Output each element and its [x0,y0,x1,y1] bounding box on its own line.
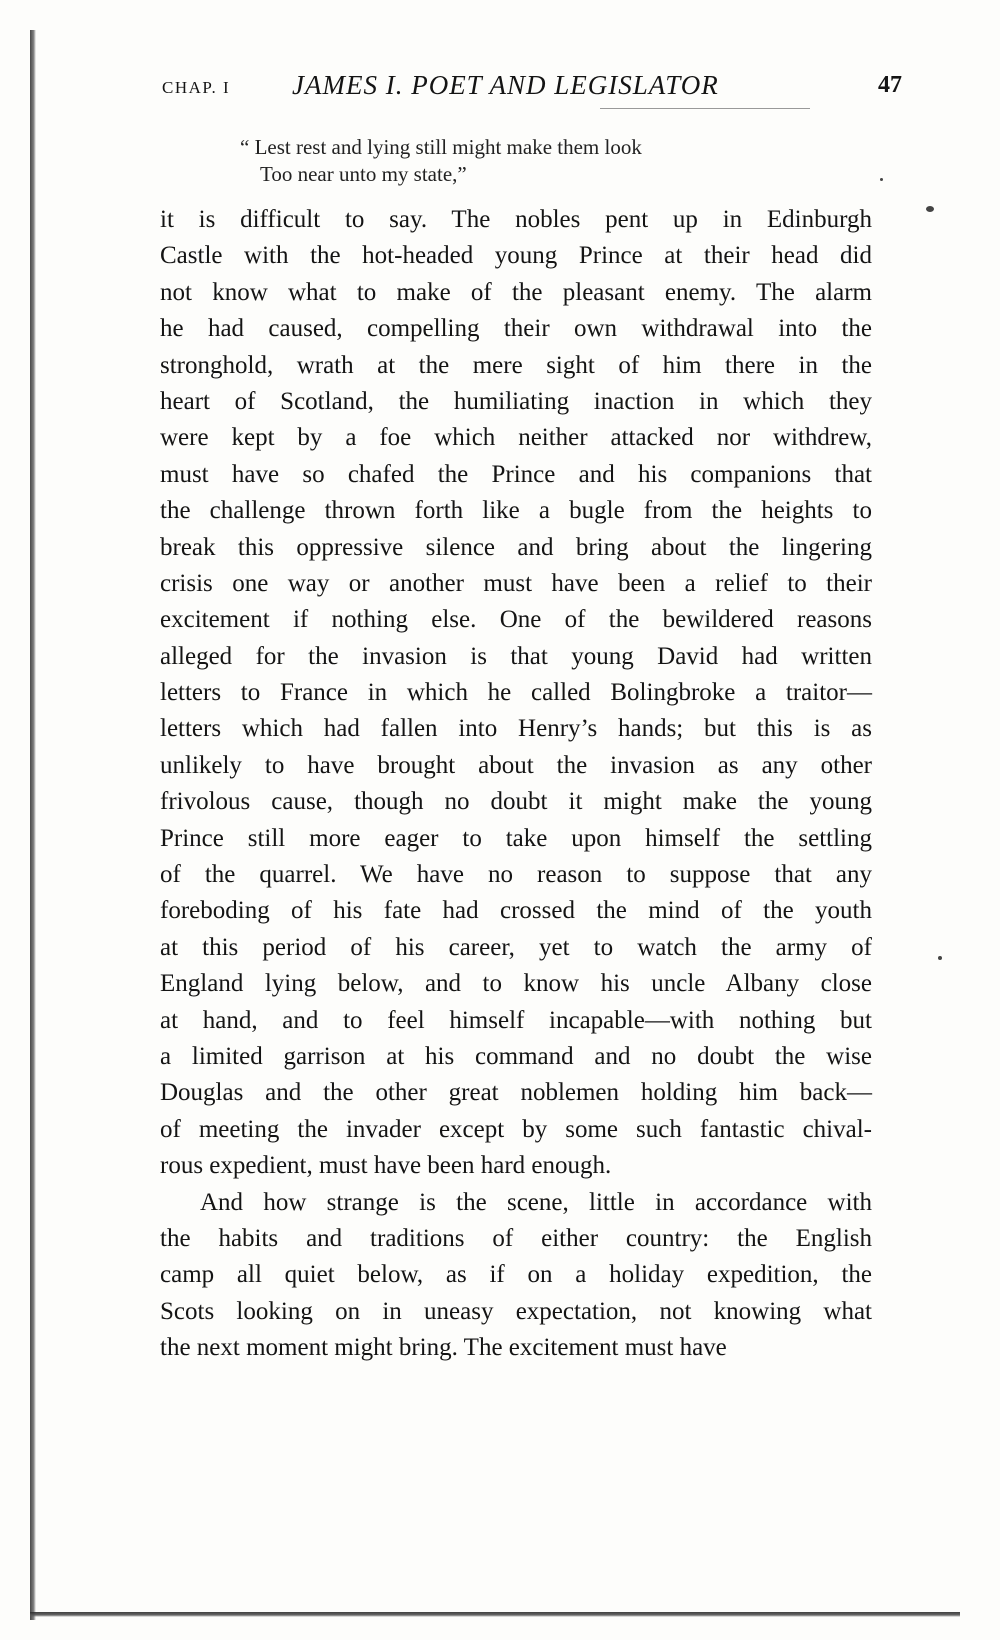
text-line: letters which had fallen into Henry’s hands; but this is as [160,715,872,743]
text-line: heart of Scotland, the humiliating inaction in which they [160,387,872,415]
text-line: camp all quiet below, as if on a holiday expedition, the [160,1261,872,1289]
text-line: it is difficult to say. The nobles pent up in Edinburgh [160,206,872,233]
text-line: crisis one way or another must have been a relief to their [160,569,872,597]
text-line: And how strange is the scene, little in accordance with [200,1188,872,1216]
text-line: stronghold, wrath at the mere sight of him there in the [160,351,872,379]
text-line: Prince still more eager to take upon himself the settling [160,824,872,852]
text-line: were kept by a foe which neither attacked nor withdrew, [160,424,872,452]
scan-speck [926,206,934,212]
text-line: the challenge thrown forth like a bugle from the heights to [160,497,872,525]
text-line: unlikely to have brought about the invasion as any other [160,751,872,779]
text-line: of meeting the invader except by some such fantastic chival- [160,1115,872,1143]
text-line: must have so chafed the Prince and his companions that [160,460,872,488]
text-line: excitement if nothing else. One of the bewildered reasons [160,606,872,634]
scan-speck [938,956,942,960]
chapter-label: CHAP. I [162,78,231,97]
verse-line: Too near unto my state,” [260,162,467,186]
text-line: the habits and traditions of either country: the English [160,1224,872,1252]
header-rule [600,108,810,109]
text-line: letters to France in which he called Bolingbroke a traitor— [160,679,872,707]
text-line: Douglas and the other great noblemen holding him back— [160,1079,872,1107]
scan-speck [880,178,883,181]
text-line: foreboding of his fate had crossed the mind of the youth [160,897,872,925]
scan-edge-bottom [30,1612,960,1617]
body-text [160,202,872,1367]
verse-quotation [240,134,840,188]
text-line: at this period of his career, yet to watch the army of [160,933,872,961]
page-number: 47 [878,72,902,98]
running-header [162,66,902,106]
verse-line: “ Lest rest and lying still might make them look [240,135,642,159]
text-line: alleged for the invasion is that young David had written [160,642,872,670]
text-line: the next moment might bring. The excitement must have [160,1334,727,1362]
running-title: JAMES I. POET AND LEGISLATOR [292,70,719,100]
text-line: Castle with the hot-headed young Prince at their head did [160,242,872,270]
text-line: frivolous cause, though no doubt it might make the young [160,788,872,816]
scan-edge-left [30,30,36,1620]
text-line: Scots looking on in uneasy expectation, not knowing what [160,1297,872,1325]
paragraph [160,202,872,1185]
text-line: rous expedient, must have been hard enough. [160,1152,612,1180]
text-line: he had caused, compelling their own withdrawal into the [160,315,872,343]
text-line: not know what to make of the pleasant enemy. The alarm [160,278,872,306]
text-line: a limited garrison at his command and no doubt the wise [160,1042,872,1070]
text-line: break this oppressive silence and bring about the lingering [160,533,872,561]
text-line: England lying below, and to know his uncle Albany close [160,970,872,998]
paragraph [160,1185,872,1367]
text-line: at hand, and to feel himself incapable—with nothing but [160,1006,872,1034]
text-line: of the quarrel. We have no reason to suppose that any [160,861,872,889]
